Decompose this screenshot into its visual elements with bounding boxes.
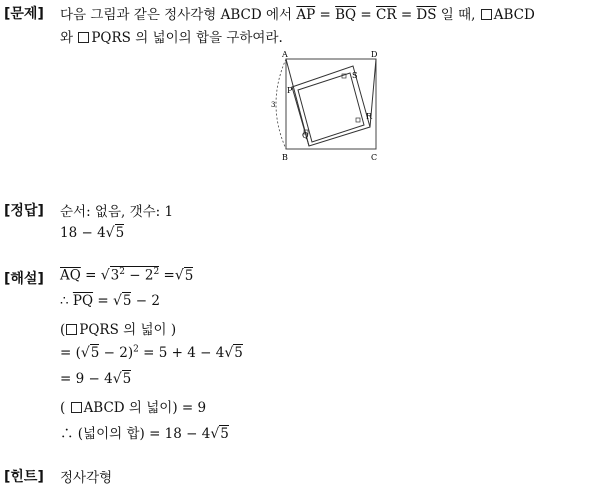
expl-eq: = bbox=[80, 267, 101, 284]
expl-result-1: 5 bbox=[184, 267, 194, 284]
hint-label: [힌트] bbox=[4, 469, 44, 485]
square-name-abcd: ABCD bbox=[493, 7, 535, 23]
expl-mid-4: − 2) bbox=[99, 345, 134, 361]
expl-base-a: 3 bbox=[110, 267, 120, 284]
expl-base-b: 2 bbox=[144, 267, 154, 284]
expl-exp-a: 2 bbox=[119, 267, 125, 277]
answer-radicand: 5 bbox=[115, 225, 125, 241]
square-symbol-icon bbox=[66, 324, 77, 335]
square-name-pqrs: PQRS bbox=[91, 30, 131, 46]
explanation-line-5 bbox=[60, 370, 131, 387]
square-symbol-icon bbox=[71, 402, 82, 413]
answer-label: [정답] bbox=[4, 203, 44, 219]
expl-open-6: ( bbox=[60, 400, 70, 416]
explanation-line-4 bbox=[60, 344, 243, 361]
explanation-label: [해설] bbox=[4, 271, 44, 287]
explanation-line-3 bbox=[60, 318, 176, 338]
expl-pre-5: = 9 − 4 bbox=[60, 371, 113, 387]
problem-text-wa: 와 bbox=[60, 30, 74, 46]
inner-label-r: R bbox=[366, 112, 373, 121]
expl-eq2: = bbox=[159, 267, 175, 284]
hint-text: 정사각형 bbox=[60, 470, 113, 486]
explanation-line-7 bbox=[60, 422, 229, 442]
side-length-arc bbox=[276, 59, 286, 149]
sqrt-icon: √ bbox=[112, 371, 122, 387]
problem-text-tail: 의 넓이의 합을 구하여라. bbox=[135, 30, 283, 46]
explanation-line-1 bbox=[60, 266, 193, 284]
expl-text-6: 의 넓이) = 9 bbox=[124, 400, 207, 416]
segment-ds: $\overline{DS}$ bbox=[416, 7, 437, 23]
segment-ap: $\overline{AP}$ bbox=[296, 7, 316, 23]
side-label-3: 3 bbox=[271, 101, 276, 109]
sqrt-icon: √ bbox=[174, 267, 184, 284]
problem-text-post: 일 때, bbox=[440, 7, 476, 23]
equals-sign: = bbox=[400, 7, 413, 23]
segment-pq: $\overline{PQ}$ bbox=[72, 293, 94, 309]
therefore-icon: ∴ bbox=[60, 293, 73, 309]
sqrt-icon: √ bbox=[224, 345, 234, 361]
vertex-label-b: B bbox=[282, 153, 288, 162]
expl-pre-7: ∴ (넓이의 합) = 18 − 4 bbox=[60, 426, 211, 442]
vertex-label-a: A bbox=[282, 50, 288, 59]
sqrt-icon: √ bbox=[100, 267, 110, 284]
expl-radicand-2: 5 bbox=[122, 293, 132, 309]
square-figure bbox=[268, 46, 384, 164]
expl-radicand-1 bbox=[110, 266, 160, 284]
inner-label-q: Q bbox=[302, 131, 309, 140]
answer-expression bbox=[60, 224, 124, 241]
sqrt-icon: √ bbox=[210, 426, 220, 442]
square-symbol-icon bbox=[78, 32, 89, 43]
explanation-line-2 bbox=[60, 292, 160, 309]
expl-pre-4: = ( bbox=[60, 345, 81, 361]
expl-tail-2: − 2 bbox=[131, 293, 160, 309]
inner-label-p: P bbox=[287, 86, 293, 95]
segment-bq: $\overline{BQ}$ bbox=[335, 7, 357, 23]
problem-text-pre: 다음 그림과 같은 정사각형 ABCD 에서 bbox=[60, 7, 293, 23]
problem-line-2 bbox=[60, 26, 283, 46]
expl-minus: − bbox=[124, 267, 145, 284]
square-symbol-icon bbox=[481, 9, 492, 20]
segment-cr: $\overline{CR}$ bbox=[376, 7, 397, 23]
equals-sign: = bbox=[319, 7, 331, 23]
answer-line-1: 순서: 없음, 갯수: 1 bbox=[60, 204, 174, 220]
expl-eq: = bbox=[93, 293, 113, 309]
problem-label: [문제] bbox=[4, 6, 44, 22]
vertex-label-c: C bbox=[371, 153, 378, 162]
expl-exp-4: 2 bbox=[133, 344, 139, 355]
segment-aq: $\overline{AQ}$ bbox=[60, 267, 81, 284]
equals-sign: = bbox=[360, 7, 372, 23]
inner-label-s: S bbox=[352, 71, 358, 80]
right-angle-mark bbox=[356, 118, 360, 122]
expl-open-3: ( bbox=[60, 322, 66, 338]
explanation-line-6 bbox=[60, 396, 206, 416]
expl-text-3: 의 넓이 ) bbox=[118, 322, 177, 338]
expl-radicand-4: 5 bbox=[90, 345, 100, 361]
expl-radicand-7: 5 bbox=[220, 426, 229, 442]
sqrt-icon: √ bbox=[80, 345, 90, 361]
expl-exp-b: 2 bbox=[153, 267, 160, 277]
problem-line-1 bbox=[60, 3, 535, 23]
expl-radicand-5: 5 bbox=[122, 371, 132, 387]
answer-expr-pre: 18 − 4 bbox=[60, 225, 106, 241]
square-name-pqrs: PQRS bbox=[79, 322, 119, 338]
vertex-label-d: D bbox=[371, 50, 378, 59]
sqrt-icon: √ bbox=[112, 293, 122, 309]
sqrt-icon: √ bbox=[105, 225, 115, 241]
expl-radicand-4b: 5 bbox=[234, 345, 243, 361]
square-name-abcd: ABCD bbox=[83, 400, 125, 416]
expl-post-4: = 5 + 4 − 4 bbox=[138, 345, 225, 361]
